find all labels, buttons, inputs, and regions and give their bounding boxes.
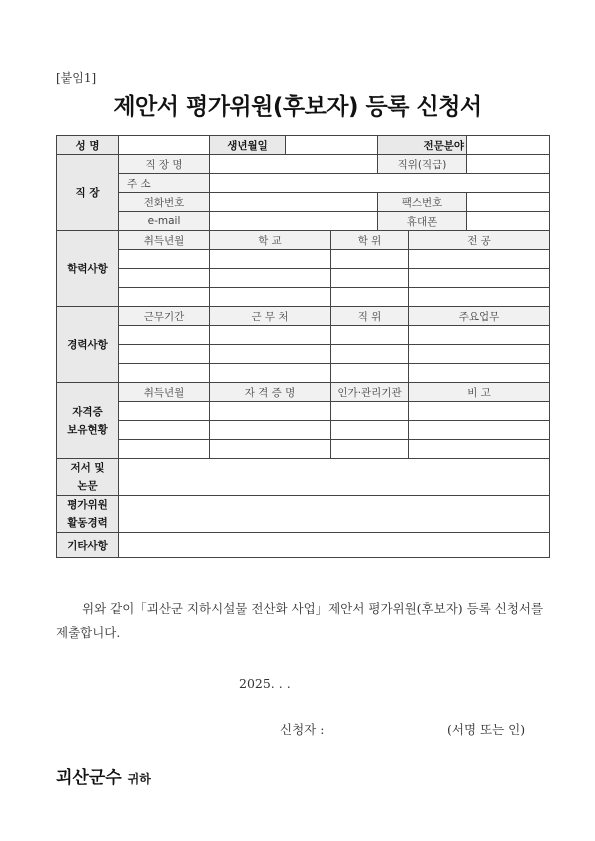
field-mobile[interactable]: [467, 212, 550, 231]
label-license-line1: 자격증: [72, 405, 103, 418]
label-papers: [57, 459, 119, 496]
field-birth[interactable]: [286, 136, 378, 155]
field-position-grade[interactable]: [467, 155, 550, 174]
table-row: [57, 440, 550, 459]
edu-col-date: 취득년월: [119, 231, 210, 250]
field-address[interactable]: [210, 174, 550, 193]
label-field: 전문분야: [378, 136, 467, 155]
table-row: [57, 269, 550, 288]
license-col-authority: 인가·관리기관: [331, 383, 409, 402]
label-position-grade: 직위(직급): [378, 155, 467, 174]
row-basic-info: [57, 136, 550, 155]
label-eval-experience: [57, 496, 119, 533]
label-license: [57, 383, 119, 459]
field-specialty[interactable]: [467, 136, 550, 155]
row-career-header: [57, 307, 550, 326]
row-phone: [57, 193, 550, 212]
label-email: e-mail: [119, 212, 210, 231]
field-etc[interactable]: [119, 533, 550, 558]
table-row: [57, 402, 550, 421]
license-col-name: 자 격 증 명: [210, 383, 331, 402]
label-mobile: 휴대폰: [378, 212, 467, 231]
form-title: 제안서 평가위원(후보자) 등록 신청서: [113, 94, 482, 120]
table-row: [57, 345, 550, 364]
table-row: [57, 250, 550, 269]
submission-date: 2025. . .: [239, 676, 291, 691]
row-etc: [57, 533, 550, 558]
table-row: [57, 364, 550, 383]
application-form-table: [56, 135, 550, 558]
career-col-position: 직 위: [331, 307, 409, 326]
submission-statement: 위와 같이「괴산군 지하시설물 전산화 사업」제안서 평가위원(후보자) 등록 신청서를 제출합니다.: [56, 601, 544, 640]
field-name[interactable]: [119, 136, 210, 155]
table-row: [57, 326, 550, 345]
career-col-duties: 주요업무: [409, 307, 550, 326]
attachment-label: [붙임1]: [56, 71, 97, 85]
signature-label: (서명 또는 인): [447, 722, 526, 737]
table-row: [57, 421, 550, 440]
row-company: [57, 155, 550, 174]
row-email: [57, 212, 550, 231]
table-row: [57, 288, 550, 307]
row-papers: [57, 459, 550, 496]
row-license-header: [57, 383, 550, 402]
label-name: 성 명: [57, 136, 119, 155]
label-education: 학력사항: [57, 231, 119, 307]
label-etc: 기타사항: [57, 533, 119, 558]
edu-col-school: 학 교: [210, 231, 331, 250]
field-email[interactable]: [210, 212, 378, 231]
row-education-header: [57, 231, 550, 250]
label-papers-line1: 저서 및: [70, 462, 105, 474]
label-eval-line1: 평가위원: [67, 499, 108, 511]
label-career: 경력사항: [57, 307, 119, 383]
field-company[interactable]: [210, 155, 378, 174]
field-eval-experience[interactable]: [119, 496, 550, 533]
career-col-period: 근무기간: [119, 307, 210, 326]
license-col-note: 비 고: [409, 383, 550, 402]
label-birth: 생년월일: [210, 136, 286, 155]
label-address: 주 소: [119, 174, 210, 193]
label-fax: 팩스번호: [378, 193, 467, 212]
license-col-date: 취득년월: [119, 383, 210, 402]
label-phone: 전화번호: [119, 193, 210, 212]
recipient-suffix: 귀하: [127, 772, 151, 786]
field-phone[interactable]: [210, 193, 378, 212]
career-col-workplace: 근 무 처: [210, 307, 331, 326]
edu-col-major: 전 공: [409, 231, 550, 250]
row-eval-experience: [57, 496, 550, 533]
label-eval-line2: 활동경력: [67, 517, 108, 529]
label-company: 직 장 명: [119, 155, 210, 174]
label-papers-line2: 논문: [77, 480, 98, 492]
label-license-line2: 보유현황: [67, 423, 108, 436]
applicant-label: 신청자 :: [280, 722, 325, 737]
edu-col-degree: 학 위: [331, 231, 409, 250]
recipient: [56, 763, 151, 788]
field-papers[interactable]: [119, 459, 550, 496]
label-workplace: 직 장: [57, 155, 119, 231]
field-fax[interactable]: [467, 193, 550, 212]
row-address: [57, 174, 550, 193]
recipient-name: 괴산군수: [56, 768, 122, 788]
